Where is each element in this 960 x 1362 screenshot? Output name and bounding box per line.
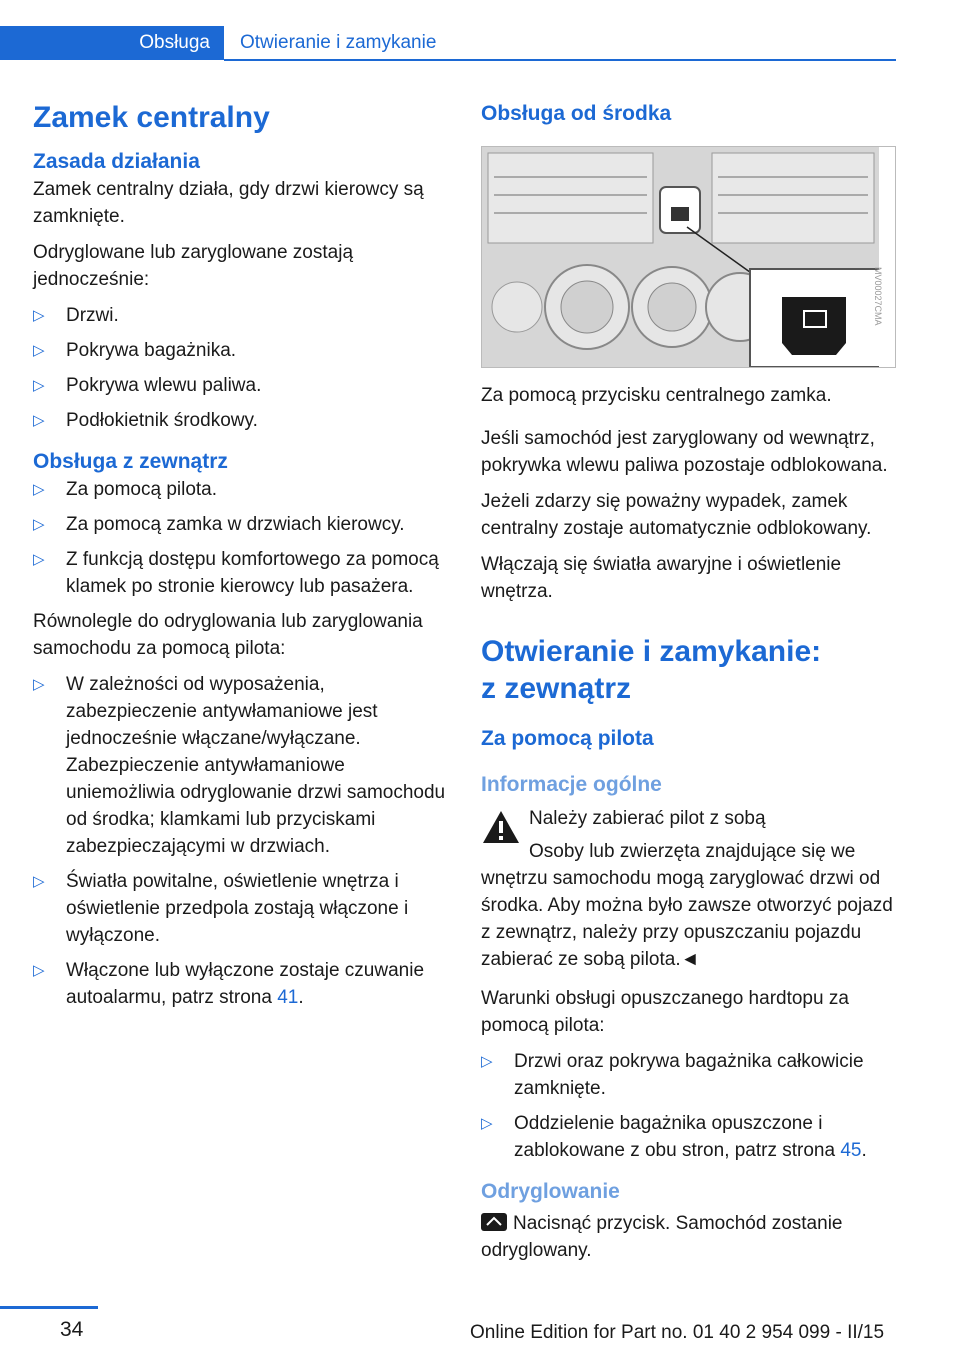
figure-caption: Za pomocą przycisku centralnego zamka. <box>481 385 832 406</box>
list-item: ▷ Pokrywa bagażnika. <box>33 337 451 364</box>
conditions-list <box>481 1048 899 1164</box>
parallel-paragraph: Równolegle do odryglowania lub zaryglowania samochodu za pomocą pilota: <box>33 611 423 659</box>
outside-list <box>33 476 451 600</box>
inside-paragraph-3: Włączają się światła awaryjne i oświetlenie wnętrza. <box>481 554 842 602</box>
principle-heading: Zasada działania <box>33 150 200 173</box>
general-heading: Informacje ogólne <box>481 773 662 796</box>
inside-paragraph-1: Jeśli samochód jest zaryglowany od wewnątrz, pokrywka wlewu paliwa pozostaje odblokowana. <box>481 428 888 476</box>
remote-heading: Za pomocą pilota <box>481 727 654 750</box>
list-item: ▷ Drzwi. <box>33 302 451 329</box>
warning-triangle-icon <box>481 809 521 845</box>
central-lock-figure <box>481 146 896 368</box>
triangle-bullet-icon: ▷ <box>33 307 45 324</box>
triangle-bullet-icon: ▷ <box>33 962 45 979</box>
conditions-paragraph: Warunki obsługi opuszczanego hardtopu za pomocą pilota: <box>481 988 849 1036</box>
triangle-bullet-icon: ▷ <box>33 516 45 533</box>
triangle-bullet-icon: ▷ <box>481 1053 493 1070</box>
list-item: ▷ Pokrywa wlewu paliwa. <box>33 372 451 399</box>
inside-paragraph-2: Jeżeli zdarzy się poważny wypadek, zamek centralny zostaje automatycznie odblokowany. <box>481 491 872 539</box>
list-item: ▷ Podłokietnik środkowy. <box>33 407 451 434</box>
triangle-bullet-icon: ▷ <box>33 551 45 568</box>
parallel-list <box>33 671 451 1011</box>
triangle-bullet-icon: ▷ <box>481 1115 493 1132</box>
list-item: ▷ Włączone lub wyłączone zostaje czuwanie autoalarmu, patrz strona 41. <box>33 957 451 1011</box>
triangle-bullet-icon: ▷ <box>33 412 45 429</box>
principle-paragraph-1: Zamek centralny działa, gdy drzwi kierowcy są zamknięte. <box>33 179 424 227</box>
right-column <box>481 100 899 1273</box>
triangle-bullet-icon: ▷ <box>33 481 45 498</box>
list-item: ▷ Z funkcją dostępu komfortowego za pomocą klamek po stronie kierowcy lub pasażera. <box>33 546 451 600</box>
list-item: ▷ Światła powitalne, oświetlenie wnętrza i oświetlenie przedpola zostają włączone i wyłączone. <box>33 868 451 949</box>
figure-code: MV00027CMA <box>879 147 895 367</box>
triangle-bullet-icon: ▷ <box>33 676 45 693</box>
triangle-bullet-icon: ▷ <box>33 377 45 394</box>
list-item: ▷ W zależności od wyposażenia, zabezpieczenie antywłamaniowe jest jednocześnie włączane/wyłączane. Zabezpieczenie antywłamaniowe uniemożliwia odryglowanie drzwi samochodu od środka; klamkami lub przyciskami zabezpieczającymi w drzwiach. <box>33 671 451 860</box>
warning-title: Należy zabierać pilot z sobą <box>529 808 766 829</box>
warning-block <box>481 805 899 832</box>
outside-heading: Obsługa z zewnątrz <box>33 450 228 473</box>
triangle-bullet-icon: ▷ <box>33 342 45 359</box>
header-divider <box>224 59 896 61</box>
list-item: ▷ Za pomocą pilota. <box>33 476 451 503</box>
subsection-tab[interactable]: Otwieranie i zamykanie <box>240 32 437 53</box>
triangle-bullet-icon: ▷ <box>33 873 45 890</box>
list-item: ▷ Za pomocą zamka w drzwiach kierowcy. <box>33 511 451 538</box>
list-item: ▷ Drzwi oraz pokrywa bagażnika całkowicie zamknięte. <box>481 1048 899 1102</box>
outside-open-title: Otwieranie i zamykanie: z zewnątrz <box>481 635 822 705</box>
principle-paragraph-2: Odryglowane lub zaryglowane zostają jednocześnie: <box>33 242 354 290</box>
unlock-heading: Odryglowanie <box>481 1180 620 1203</box>
warning-text: Osoby lub zwierzęta znajdujące się we wnętrzu samochodu mogą zaryglować drzwi od środka. Aby można było zawsze otworzyć pojazd z zewnątrz, należy przy opuszczaniu pojazdu zabierać ze sobą pilota.◄ <box>481 841 893 970</box>
section-tab[interactable]: Obsługa <box>0 26 224 60</box>
inside-heading: Obsługa od środka <box>481 102 672 125</box>
unlock-button-icon <box>481 1213 507 1231</box>
principle-list <box>33 302 451 434</box>
page-link-41[interactable]: 41 <box>277 987 299 1008</box>
page-header <box>0 26 896 60</box>
page-link-45[interactable]: 45 <box>840 1140 862 1161</box>
left-column <box>33 100 451 1019</box>
list-item: ▷ Oddzielenie bagażnika opuszczone i zablokowane z obu stron, patrz strona 45. <box>481 1110 899 1164</box>
page-number: 34 <box>60 1318 84 1341</box>
dashboard-vents-illustration <box>482 147 880 367</box>
edition-text: Online Edition for Part no. 01 40 2 954 099 - II/15 <box>470 1322 885 1343</box>
footer-divider <box>0 1306 98 1309</box>
page-title: Zamek centralny <box>33 101 270 134</box>
unlock-paragraph: Nacisnąć przycisk. Samochód zostanie odryglowany. <box>481 1213 843 1261</box>
